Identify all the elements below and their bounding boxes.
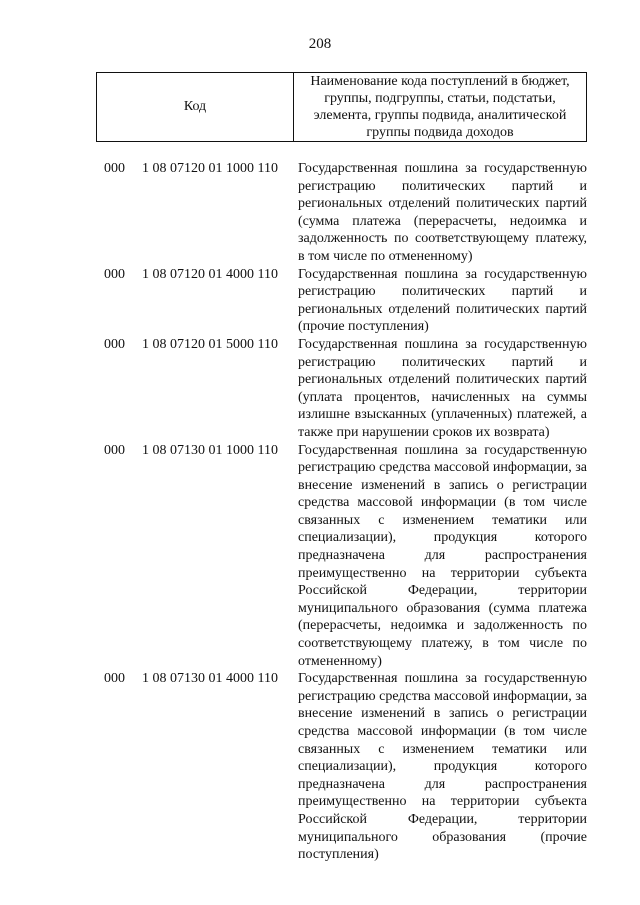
table-row [0, 670, 640, 864]
admin-code: 000 [104, 442, 125, 458]
admin-code: 000 [104, 336, 125, 352]
header-name-label: Наименование кода поступлений в бюджет, группы, подгруппы, статьи, подстатьи, элемента, группы подвида, аналитической группы подвида доходов [310, 74, 570, 140]
table-row [0, 336, 640, 442]
revenue-description: Государственная пошлина за государственную регистрацию средства массовой информации, за внесение изменений в запись о регистрации средства массовой информации (в том числе связанных с изменением тематики или специализации), продукция которого предназначена для распространения преимущественно на территории субъекта Российской Федерации, территории муниципального образования (сумма платежа (перерасчеты, недоимка и задолженность по соответствующему платежу, в том числе по отмененному) [298, 442, 587, 669]
header-code-label: Код [183, 99, 207, 114]
header-code-cell [97, 73, 294, 141]
page-number: 208 [308, 36, 332, 52]
admin-code: 000 [104, 161, 125, 176]
table-row [0, 160, 640, 266]
admin-code: 000 [104, 266, 125, 282]
table-row [0, 442, 640, 671]
revenue-code: 1 08 07130 01 4000 110 [142, 671, 278, 687]
revenue-code: 1 08 07120 01 5000 110 [142, 336, 278, 352]
revenue-description: Государственная пошлина за государственную регистрацию политических партий и региональных отделений политических партий (сумма платежа (перерасчеты, недоимка и задолженность по соответствующему платежу, в том числе по отмененному) [298, 161, 587, 264]
revenue-description: Государственная пошлина за государственную регистрацию политических партий и региональных отделений политических партий (прочие поступления) [298, 266, 587, 335]
revenue-code: 1 08 07120 01 4000 110 [142, 266, 278, 282]
table-row [0, 266, 640, 336]
table-header [96, 72, 587, 142]
table-body [0, 160, 640, 864]
revenue-description: Государственная пошлина за государственную регистрацию политических партий и региональных отделений политических партий (уплата процентов, начисленных на суммы излишне взысканных (уплаченных) платежей, а также при нарушении сроков их возврата) [298, 336, 587, 440]
admin-code: 000 [104, 671, 125, 687]
revenue-description: Государственная пошлина за государственную регистрацию средства массовой информации, за внесение изменений в запись о регистрации средства массовой информации (в том числе связанных с изменением тематики или специализации), продукция которого предназначена для распространения преимущественно на территории субъекта Российской Федерации, территории муниципального образования (прочие поступления) [298, 671, 587, 863]
revenue-code: 1 08 07120 01 1000 110 [142, 161, 278, 176]
header-name-cell [294, 73, 586, 141]
revenue-code: 1 08 07130 01 1000 110 [142, 442, 278, 458]
